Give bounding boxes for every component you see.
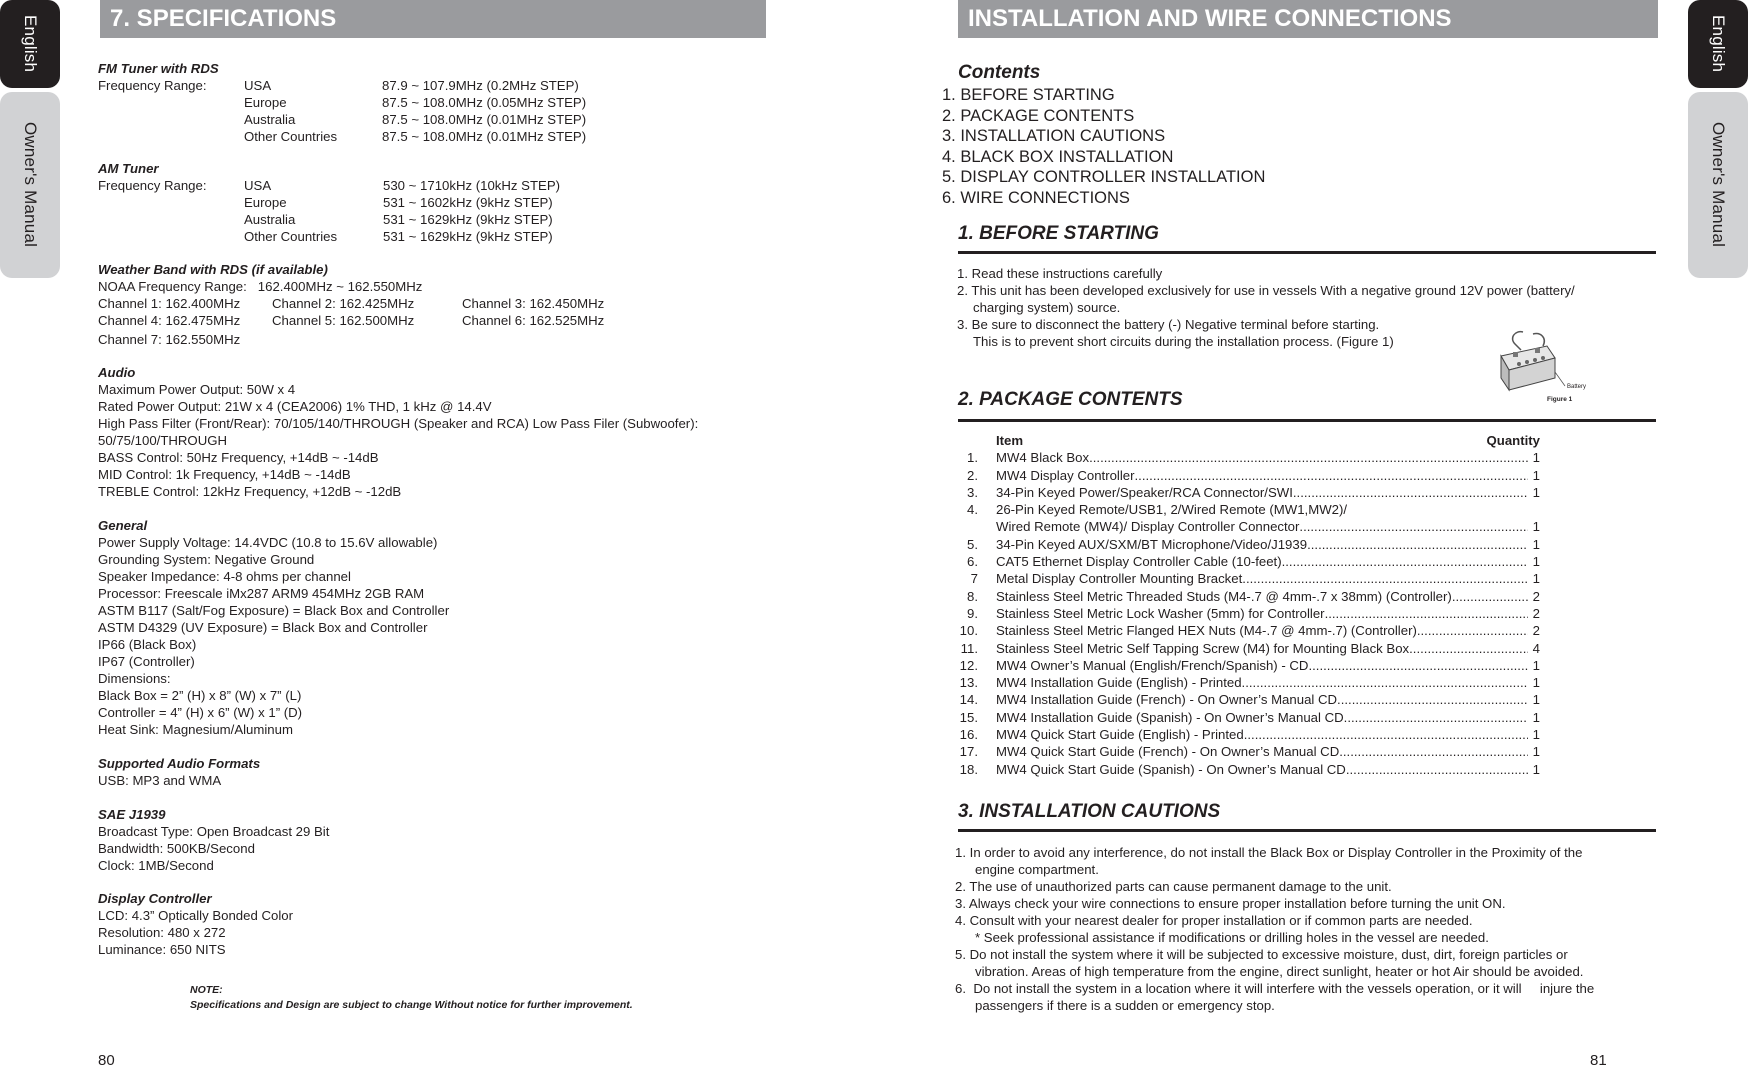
package-item-row <box>950 536 1540 553</box>
display-controller-section <box>98 890 293 958</box>
fm-tuner-title: FM Tuner with RDS <box>98 61 219 76</box>
item-quantity: 2 <box>1532 605 1540 621</box>
language-tab-left <box>0 0 60 88</box>
instruction-line: 1. Read these instructions carefully <box>957 266 1163 281</box>
item-number: 15. <box>959 709 978 725</box>
item-number: 2. <box>967 467 978 483</box>
spec-line: Bandwidth: 500KB/Second <box>98 841 255 856</box>
item-description: Wired Remote (MW4)/ Display Controller Connector <box>996 519 1300 535</box>
quantity-column-header: Quantity <box>1486 433 1540 448</box>
caution-line: 3. Always check your wire connections to ensure proper installation before turning the unit ON. <box>955 896 1506 911</box>
item-quantity: 2 <box>1532 588 1540 604</box>
item-description: CAT5 Ethernet Display Controller Cable (10-feet) <box>996 554 1282 570</box>
battery-figure <box>1495 328 1590 406</box>
am-region: USA <box>244 178 272 193</box>
item-description: MW4 Installation Guide (Spanish) - On Owner’s Manual CD <box>996 709 1344 725</box>
caution-line: 1. In order to avoid any interference, do not install the Black Box or Display Controller in the Proximity of the <box>955 845 1583 860</box>
spec-line: Maximum Power Output: 50W x 4 <box>98 382 296 397</box>
package-item-row <box>950 484 1540 501</box>
spec-line: IP67 (Controller) <box>98 654 195 669</box>
dot-leader <box>1339 743 1528 760</box>
item-quantity: 1 <box>1532 692 1540 708</box>
item-number <box>950 518 996 535</box>
fm-region: Europe <box>244 95 287 110</box>
audio-section <box>98 364 698 500</box>
item-description: MW4 Quick Start Guide (French) - On Owner’s Manual CD <box>996 744 1340 760</box>
item-number: 13. <box>959 675 978 691</box>
caution-line: * Seek professional assistance if modifications or drilling holes in the vessel are needed. <box>975 930 1489 945</box>
sae-title: SAE J1939 <box>98 807 166 822</box>
instruction-line: 2. This unit has been developed exclusively for use in vessels With a negative ground 12V power (battery/ <box>957 283 1575 298</box>
item-description: Stainless Steel Metric Self Tapping Screw (M4) for Mounting Black Box <box>996 640 1410 656</box>
item-description: Stainless Steel Metric Threaded Studs (M4-.7 @ 4mm-.7 x 38mm) (Controller) <box>996 588 1452 604</box>
item-number: 3. <box>967 484 978 500</box>
dot-leader <box>1452 588 1528 605</box>
spec-line: MID Control: 1k Frequency, +14dB ~ -14dB <box>98 467 351 482</box>
figure-label: Battery <box>1567 384 1587 390</box>
spec-line: Black Box = 2” (H) x 8” (W) x 7” (L) <box>98 688 302 703</box>
package-item-row <box>950 605 1540 622</box>
manual-label: Owner's Manual <box>1709 122 1728 248</box>
contents-item: 1. BEFORE STARTING <box>942 86 1115 104</box>
battery-icon <box>1495 328 1590 406</box>
dot-leader <box>1293 484 1528 501</box>
item-number: 10. <box>959 623 978 639</box>
fm-value: 87.5 ~ 108.0MHz (0.05MHz STEP) <box>382 95 587 110</box>
page-number-right: 81 <box>1590 1052 1607 1069</box>
spec-line: 50/75/100/THROUGH <box>98 433 227 448</box>
contents-item: 5. DISPLAY CONTROLLER INSTALLATION <box>942 168 1266 186</box>
item-number: 5. <box>967 536 978 552</box>
sae-section <box>98 806 329 874</box>
weather-band-section <box>98 261 604 348</box>
item-quantity <box>1528 501 1540 518</box>
package-item-row <box>950 588 1540 605</box>
channel: Channel 5: 162.500MHz <box>272 313 415 328</box>
item-number: 12. <box>959 657 978 673</box>
item-description: Stainless Steel Metric Lock Washer (5mm) for Controller <box>996 605 1325 621</box>
spec-line: USB: MP3 and WMA <box>98 773 222 788</box>
weather-band-title: Weather Band with RDS (if available) <box>98 262 328 277</box>
figure-caption: Figure 1 <box>1547 396 1573 403</box>
dot-leader <box>1299 518 1528 535</box>
channel: Channel 1: 162.400MHz <box>98 296 241 311</box>
dot-leader <box>1325 605 1528 622</box>
section-rule <box>958 419 1656 422</box>
item-description: Metal Display Controller Mounting Bracket <box>996 571 1243 587</box>
item-description: 26-Pin Keyed Remote/USB1, 2/Wired Remote (MW1,MW2)/ <box>996 502 1348 518</box>
fm-value: 87.5 ~ 108.0MHz (0.01MHz STEP) <box>382 112 587 127</box>
package-item-row <box>950 674 1540 691</box>
item-quantity: 1 <box>1532 727 1540 743</box>
dot-leader <box>1344 709 1528 726</box>
item-quantity: 1 <box>1532 554 1540 570</box>
dot-leader <box>1242 570 1528 587</box>
fm-value: 87.5 ~ 108.0MHz (0.01MHz STEP) <box>382 129 587 144</box>
package-item-row <box>950 449 1540 466</box>
caution-line: passengers if there is a sudden or emergency stop. <box>975 998 1275 1013</box>
item-quantity: 1 <box>1532 536 1540 552</box>
section-rule <box>958 251 1656 254</box>
item-number: 16. <box>959 727 978 743</box>
item-quantity: 1 <box>1532 467 1540 483</box>
spec-line: Speaker Impedance: 4-8 ohms per channel <box>98 569 351 584</box>
am-frequency-label: Frequency Range: <box>98 178 207 193</box>
item-quantity: 1 <box>1532 744 1540 760</box>
spec-line: LCD: 4.3” Optically Bonded Color <box>98 908 293 923</box>
item-quantity: 1 <box>1532 571 1540 587</box>
spec-line: Processor: Freescale iMx287 ARM9 454MHz 2GB RAM <box>98 586 425 601</box>
am-tuner-title: AM Tuner <box>98 161 159 176</box>
noaa-range: NOAA Frequency Range: 162.400MHz ~ 162.550MHz <box>98 279 423 294</box>
item-quantity: 1 <box>1532 484 1540 500</box>
am-tuner-section <box>98 160 560 245</box>
package-item-row <box>950 691 1540 708</box>
page-number-left: 80 <box>98 1052 115 1069</box>
contents-item: 3. INSTALLATION CAUTIONS <box>942 127 1166 145</box>
before-starting-title: 1. BEFORE STARTING <box>958 223 1159 244</box>
am-region: Europe <box>244 195 287 210</box>
item-number: 18. <box>959 761 978 777</box>
am-region: Other Countries <box>244 229 338 244</box>
am-value: 531 ~ 1629kHz (9kHz STEP) <box>383 229 553 244</box>
item-number: 7 <box>970 571 978 587</box>
caution-line: 2. The use of unauthorized parts can cause permanent damage to the unit. <box>955 879 1392 894</box>
item-number: 17. <box>959 744 978 760</box>
item-number: 1. <box>967 450 978 466</box>
installation-cautions-list <box>955 844 1655 1014</box>
item-description: 34-Pin Keyed Power/Speaker/RCA Connector/SWI <box>996 484 1293 500</box>
package-item-row <box>950 709 1540 726</box>
item-description: 34-Pin Keyed AUX/SXM/BT Microphone/Video/J1939 <box>996 536 1308 552</box>
dot-leader <box>1135 467 1528 484</box>
package-item-row <box>950 501 1540 518</box>
contents-item: 2. PACKAGE CONTENTS <box>942 106 1135 125</box>
item-quantity: 1 <box>1532 709 1540 725</box>
audio-formats-title: Supported Audio Formats <box>98 756 261 771</box>
item-number: 11. <box>960 640 978 656</box>
dot-leader <box>1242 674 1528 691</box>
item-quantity: 1 <box>1532 519 1540 535</box>
installation-cautions-title: 3. INSTALLATION CAUTIONS <box>958 801 1221 822</box>
dot-leader <box>1337 691 1528 708</box>
language-tab-right <box>1688 0 1748 88</box>
note-text: Specifications and Design are subject to change Without notice for further improvement. <box>190 999 633 1011</box>
item-number: 4. <box>967 502 978 518</box>
item-number: 9. <box>967 605 978 621</box>
dot-leader <box>1307 536 1528 553</box>
spec-line: Luminance: 650 NITS <box>98 942 226 957</box>
section-rule <box>958 829 1656 832</box>
item-description: MW4 Quick Start Guide (Spanish) - On Owner’s Manual CD <box>996 761 1346 777</box>
note-title: NOTE: <box>190 984 223 996</box>
caution-line: vibration. Areas of high temperature from the engine, direct sunlight, heater or hot Air should be avoided. <box>975 964 1584 979</box>
package-item-row <box>950 640 1540 657</box>
package-item-row <box>950 761 1540 778</box>
spec-line: Resolution: 480 x 272 <box>98 925 226 940</box>
fm-region: USA <box>244 78 272 93</box>
package-item-row <box>950 622 1540 639</box>
caution-line: 4. Consult with your nearest dealer for proper installation or if common parts are needed. <box>955 913 1473 928</box>
dot-leader <box>1409 640 1528 657</box>
item-column-header: Item <box>996 433 1024 448</box>
channel: Channel 4: 162.475MHz <box>98 313 241 328</box>
item-quantity: 2 <box>1532 623 1540 639</box>
contents-title: Contents <box>958 62 1041 83</box>
fm-region: Other Countries <box>244 129 338 144</box>
am-value: 531 ~ 1629kHz (9kHz STEP) <box>383 212 553 227</box>
package-contents-title: 2. PACKAGE CONTENTS <box>958 389 1183 410</box>
general-section <box>98 517 449 738</box>
dot-leader <box>1308 657 1528 674</box>
item-quantity: 1 <box>1532 450 1540 466</box>
spec-line: Rated Power Output: 21W x 4 (CEA2006) 1% THD, 1 kHz @ 14.4V <box>98 399 492 414</box>
spec-line: Power Supply Voltage: 14.4VDC (10.8 to 15.6V allowable) <box>98 535 438 550</box>
instruction-line: This is to prevent short circuits during the installation process. (Figure 1) <box>973 334 1394 349</box>
package-item-row <box>950 657 1540 674</box>
am-value: 531 ~ 1602kHz (9kHz STEP) <box>383 195 553 210</box>
spec-line: Controller = 4” (H) x 6” (W) x 1” (D) <box>98 705 303 720</box>
spec-line: IP66 (Black Box) <box>98 637 197 652</box>
package-table-header <box>950 432 1540 449</box>
fm-tuner-section <box>98 60 586 145</box>
manual-label: Owner's Manual <box>21 122 40 248</box>
language-label: English <box>21 15 40 73</box>
spec-line: BASS Control: 50Hz Frequency, +14dB ~ -14dB <box>98 450 379 465</box>
item-quantity: 1 <box>1532 761 1540 777</box>
caution-line: 5. Do not install the system where it will be subjected to excessive moisture, dust, dirt, foreign particles or <box>955 947 1568 962</box>
channel: Channel 2: 162.425MHz <box>272 296 415 311</box>
spec-line: Dimensions: <box>98 671 171 686</box>
dot-leader <box>1282 553 1528 570</box>
fm-value: 87.9 ~ 107.9MHz (0.2MHz STEP) <box>382 78 579 93</box>
dot-leader <box>1417 622 1528 639</box>
item-quantity: 1 <box>1532 675 1540 691</box>
item-description: Stainless Steel Metric Flanged HEX Nuts (M4-.7 @ 4mm-.7) (Controller) <box>996 623 1417 639</box>
language-label: English <box>1709 15 1728 73</box>
audio-formats-section <box>98 755 260 789</box>
dot-leader <box>1244 726 1528 743</box>
caution-line: 6. Do not install the system in a location where it will interfere with the vessels operation, or it will injure the <box>955 981 1595 996</box>
caution-line: engine compartment. <box>975 862 1099 877</box>
item-quantity: 4 <box>1532 640 1540 656</box>
manual-tab-right <box>1688 92 1748 278</box>
note <box>190 983 633 1013</box>
item-description: MW4 Display Controller <box>996 467 1135 483</box>
spec-line: Grounding System: Negative Ground <box>98 552 315 567</box>
item-description: MW4 Installation Guide (English) - Printed <box>996 675 1242 691</box>
spec-line: Heat Sink: Magnesium/Aluminum <box>98 722 293 737</box>
am-value: 530 ~ 1710kHz (10kHz STEP) <box>383 178 561 193</box>
dot-leader <box>1089 449 1528 466</box>
item-number: 14. <box>959 692 978 708</box>
package-item-row <box>950 570 1540 587</box>
spec-line: Broadcast Type: Open Broadcast 29 Bit <box>98 824 330 839</box>
specifications-header: 7. SPECIFICATIONS <box>100 0 766 38</box>
instruction-line: charging system) source. <box>973 300 1121 315</box>
general-title: General <box>98 518 148 533</box>
package-item-row <box>950 726 1540 743</box>
item-description: MW4 Owner’s Manual (English/French/Spanish) - CD <box>996 657 1309 673</box>
contents-item: 4. BLACK BOX INSTALLATION <box>942 147 1174 166</box>
item-description: MW4 Quick Start Guide (English) - Printed <box>996 727 1244 743</box>
package-item-row <box>950 743 1540 760</box>
fm-region: Australia <box>244 112 296 127</box>
item-number: 6. <box>967 554 978 570</box>
channel: Channel 6: 162.525MHz <box>462 313 605 328</box>
spec-line: ASTM D4329 (UV Exposure) = Black Box and Controller <box>98 620 428 635</box>
am-region: Australia <box>244 212 296 227</box>
contents-list <box>942 85 1265 208</box>
contents-item: 6. WIRE CONNECTIONS <box>942 188 1130 207</box>
package-item-row <box>950 553 1540 570</box>
dot-leader <box>1346 761 1528 778</box>
package-item-row <box>950 518 1540 535</box>
instruction-line: 3. Be sure to disconnect the battery (-) Negative terminal before starting. <box>957 317 1380 332</box>
package-item-row <box>950 467 1540 484</box>
before-starting-list <box>957 265 1575 350</box>
channel: Channel 3: 162.450MHz <box>462 296 605 311</box>
spec-line: ASTM B117 (Salt/Fog Exposure) = Black Box and Controller <box>98 603 450 618</box>
audio-title: Audio <box>98 365 136 380</box>
spec-line: TREBLE Control: 12kHz Frequency, +12dB ~ -12dB <box>98 484 402 499</box>
channel: Channel 7: 162.550MHz <box>98 332 241 347</box>
item-description: MW4 Installation Guide (French) - On Owner’s Manual CD <box>996 692 1338 708</box>
spec-line: Clock: 1MB/Second <box>98 858 214 873</box>
item-description: MW4 Black Box <box>996 450 1090 466</box>
item-quantity: 1 <box>1532 657 1540 673</box>
manual-tab-left <box>0 92 60 278</box>
fm-frequency-label: Frequency Range: <box>98 78 207 93</box>
display-controller-title: Display Controller <box>98 891 212 906</box>
item-number: 8. <box>967 588 978 604</box>
spec-line: High Pass Filter (Front/Rear): 70/105/140/THROUGH (Speaker and RCA) Low Pass Filer (Subwoofer): <box>98 416 699 431</box>
package-contents-table <box>950 432 1540 778</box>
installation-header: INSTALLATION AND WIRE CONNECTIONS <box>958 0 1658 38</box>
